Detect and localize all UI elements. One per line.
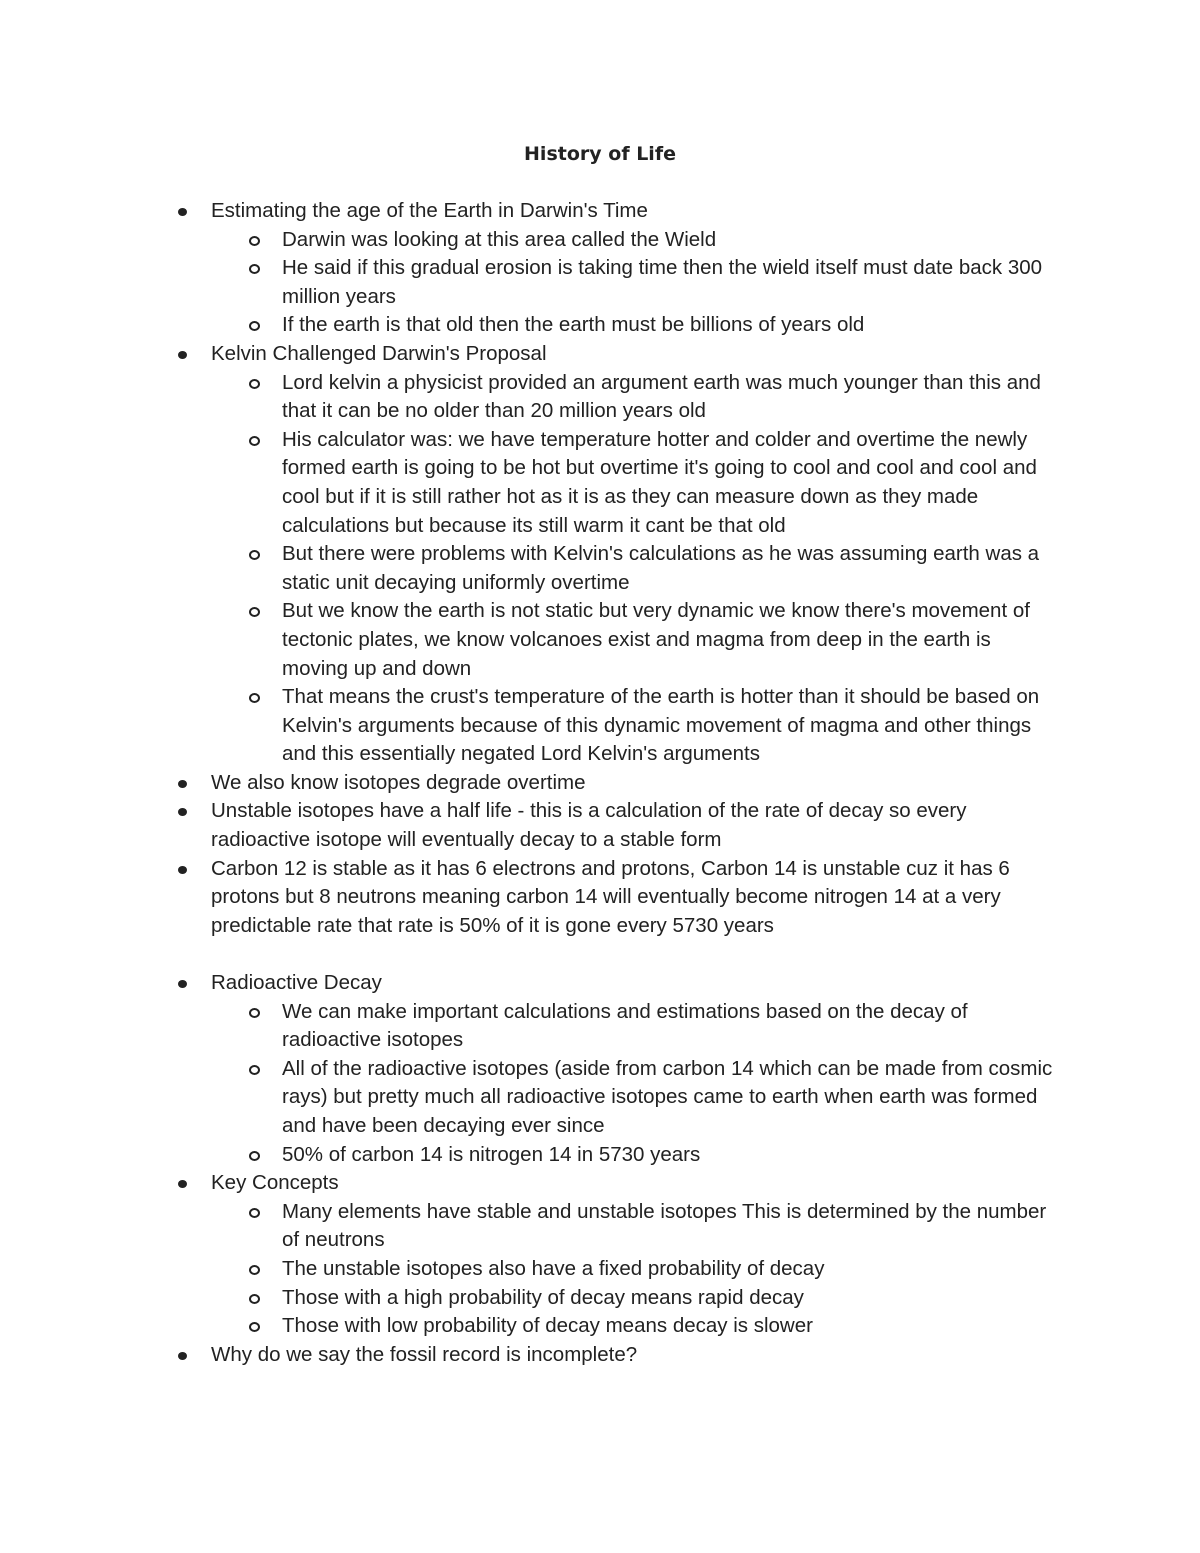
sub-list-item [0,1055,1200,1141]
list-item-text: Carbon 12 is stable as it has 6 electrons and protons, Carbon 14 is unstable cuz it has 6 protons but 8 neutrons meaning carbon 14 will eventually become nitrogen 14 at a very predictable rate that rate is 50% of it is gone every 5730 years [211,856,1010,937]
sub-list-item-text: Those with low probability of decay means decay is slower [282,1314,813,1338]
sub-list-item-text: Many elements have stable and unstable isotopes This is determined by the number of neutrons [282,1199,1047,1252]
sub-list-item [0,597,1200,683]
filled-bullet-icon [178,808,187,816]
bullet-list-part-1 [0,197,1200,940]
sub-list-item [0,1255,1200,1284]
sub-list-item [0,1141,1200,1170]
hollow-bullet-icon [249,693,260,703]
list-item-text: We also know isotopes degrade overtime [211,770,586,794]
hollow-bullet-icon [249,607,260,617]
sub-list-item [0,254,1200,311]
sub-list-item-text: That means the crust's temperature of the earth is hotter than it should be based on Kelvin's arguments because of this dynamic movement of magma and other things and this essentially negated Lord Kelvin's arguments [282,685,1040,766]
sub-list-item-text: But there were problems with Kelvin's calculations as he was assuming earth was a static unit decaying uniformly overtime [282,542,1040,594]
sub-list-item [0,998,1200,1055]
bullet-list-part-2 [0,969,1200,1369]
sub-list-item [0,426,1200,540]
list-item-text: Unstable isotopes have a half life - this is a calculation of the rate of decay so every radioactive isotope will eventually decay to a stable form [211,799,967,852]
list-item [0,855,1200,941]
sub-list-item-text: The unstable isotopes also have a fixed probability of decay [282,1256,825,1280]
hollow-bullet-icon [249,1008,260,1018]
list-item-text: Key Concepts [211,1171,339,1195]
page-title: History of Life [524,143,676,165]
hollow-bullet-icon [249,1265,260,1275]
blank-line [0,940,1200,969]
list-item [0,1341,1200,1370]
hollow-bullet-icon [249,550,260,560]
hollow-bullet-icon [249,1208,260,1218]
sub-list-item [0,540,1200,597]
sub-list-item-text: Those with a high probability of decay means rapid decay [282,1285,804,1309]
sub-list-item-text: If the earth is that old then the earth must be billions of years old [282,313,865,337]
sub-list-item-text: But we know the earth is not static but very dynamic we know there's movement of tectonic plates, we know volcanoes exist and magma from deep in the earth is moving up and down [282,599,1030,680]
filled-bullet-icon [178,351,187,359]
hollow-bullet-icon [249,264,260,274]
hollow-bullet-icon [249,236,260,246]
hollow-bullet-icon [249,379,260,389]
hollow-bullet-icon [249,1151,260,1161]
list-item [0,769,1200,798]
filled-bullet-icon [178,1180,187,1188]
sub-list-item-text: We can make important calculations and estimations based on the decay of radioactive isotopes [282,999,968,1052]
hollow-bullet-icon [249,1322,260,1332]
sub-list-item [0,1198,1200,1255]
list-item-text: Why do we say the fossil record is incomplete? [211,1342,638,1366]
filled-bullet-icon [178,208,187,216]
hollow-bullet-icon [249,321,260,331]
sub-list-item-text: Lord kelvin a physicist provided an argument earth was much younger than this and that it can be no older than 20 million years old [282,370,1041,423]
sub-list-item [0,369,1200,426]
list-item [0,797,1200,854]
sub-list-item-text: All of the radioactive isotopes (aside from carbon 14 which can be made from cosmic rays) but pretty much all radioactive isotopes came to earth when earth was formed and have been decaying ever since [282,1056,1053,1137]
list-item [0,969,1200,998]
sub-list-item-text: He said if this gradual erosion is taking time then the wield itself must date back 300 million years [282,256,1043,308]
filled-bullet-icon [178,866,187,874]
hollow-bullet-icon [249,436,260,446]
list-item-text: Radioactive Decay [211,971,382,995]
hollow-bullet-icon [249,1065,260,1075]
sub-list-item [0,1284,1200,1313]
sub-list-item-text: Darwin was looking at this area called the Wield [282,227,717,251]
sub-list-item-text: His calculator was: we have temperature hotter and colder and overtime the newly formed earth is going to be hot but overtime it's going to cool and cool and cool and cool but if it is still rather hot as it is as they can measure down as they made calculations but because its still warm it cant be that old [282,427,1037,537]
sub-list-item [0,683,1200,769]
filled-bullet-icon [178,1352,187,1360]
list-item-text: Kelvin Challenged Darwin's Proposal [211,341,547,365]
hollow-bullet-icon [249,1294,260,1304]
sub-list-item [0,1312,1200,1341]
filled-bullet-icon [178,780,187,788]
list-item [0,340,1200,369]
sub-list-item [0,226,1200,255]
notes-body [0,197,1200,1369]
list-item [0,197,1200,226]
sub-list-item [0,311,1200,340]
list-item [0,1169,1200,1198]
filled-bullet-icon [178,980,187,988]
list-item-text: Estimating the age of the Earth in Darwin's Time [211,199,648,222]
sub-list-item-text: 50% of carbon 14 is nitrogen 14 in 5730 years [282,1142,701,1166]
